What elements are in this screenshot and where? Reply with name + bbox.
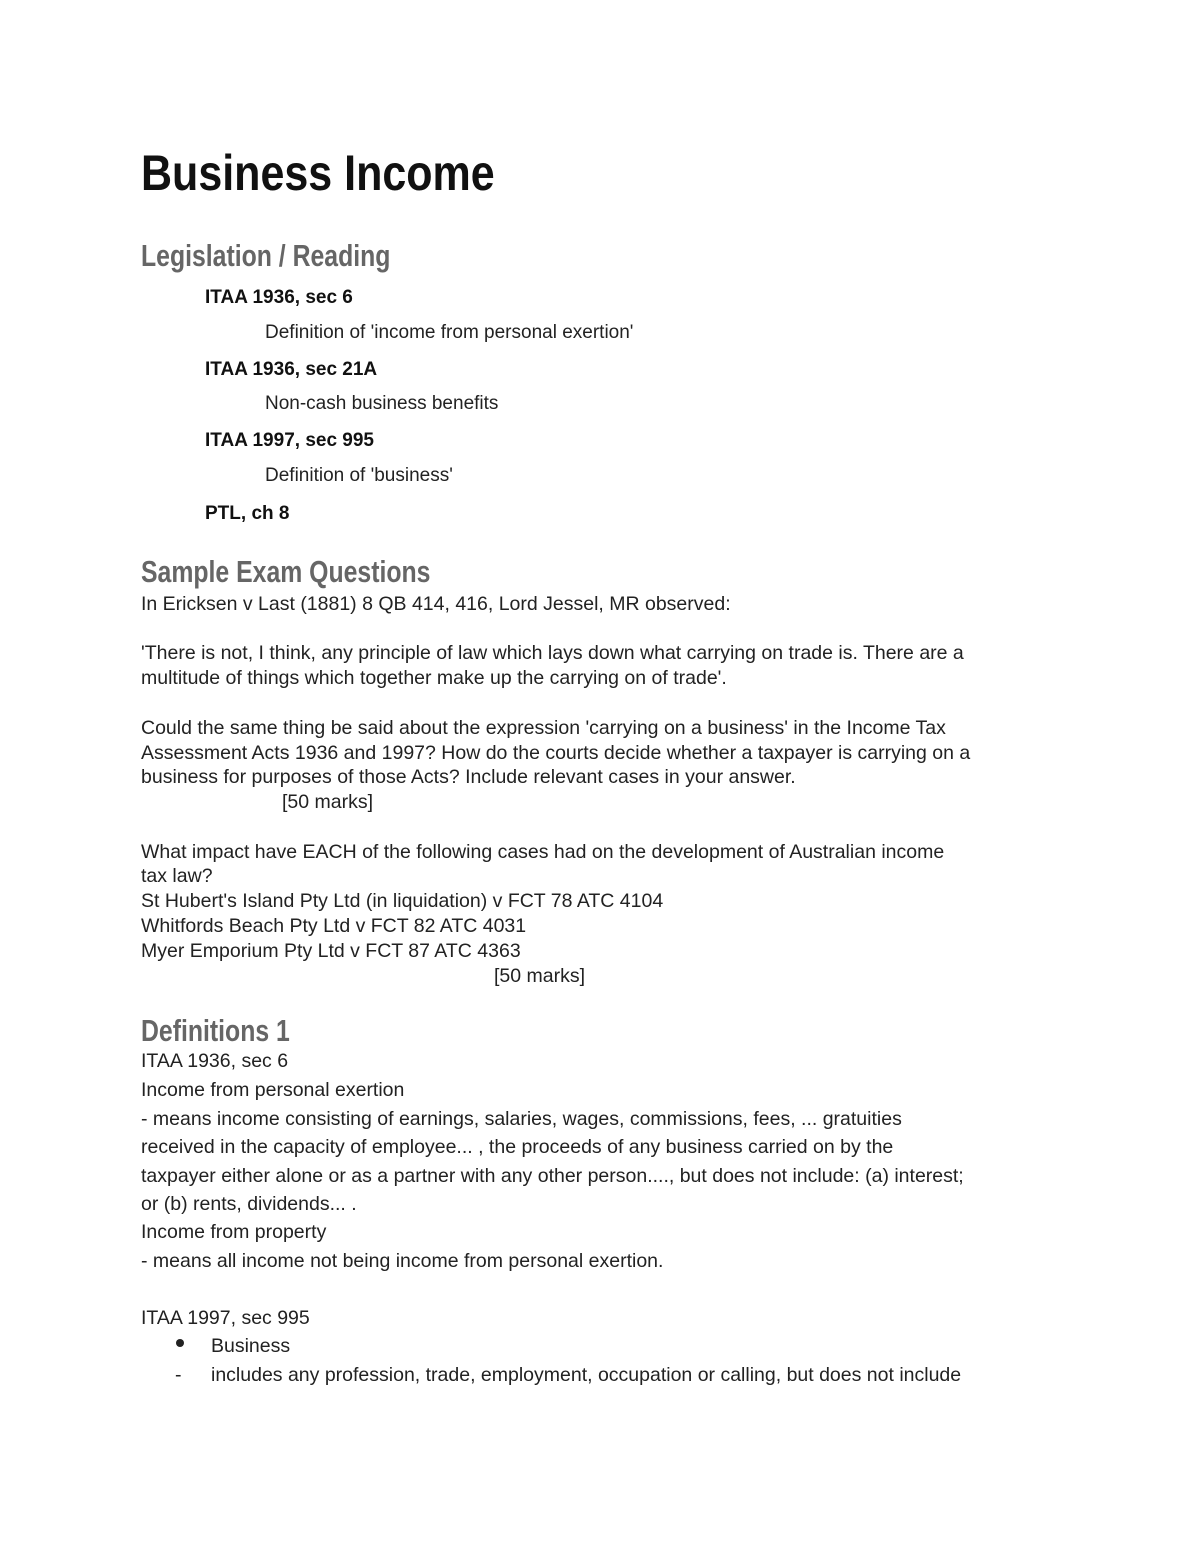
definition-1-line-1: - means income consisting of earnings, salaries, wages, commissions, fees, ... gratuities	[141, 1108, 902, 1130]
dash-icon: -	[175, 1364, 182, 1386]
bullet-term: Business	[211, 1335, 291, 1357]
legislation-desc-2: Non-cash business benefits	[265, 393, 499, 414]
definition-ref-2: ITAA 1997, sec 995	[141, 1307, 310, 1329]
legislation-desc-3: Definition of 'business'	[265, 465, 453, 486]
legislation-ref-1: ITAA 1936, sec 6	[205, 287, 353, 308]
bullet-definition: includes any profession, trade, employment, occupation or calling, but does not include	[211, 1364, 962, 1386]
case-3: Myer Emporium Pty Ltd v FCT 87 ATC 4363	[141, 940, 521, 962]
definition-1-line-4: or (b) rents, dividends... .	[141, 1193, 357, 1215]
question-1-line-3: business for purposes of those Acts? Include relevant cases in your answer.	[141, 766, 796, 788]
quote-line-2: multitude of things which together make up the carrying on of trade'.	[141, 667, 727, 689]
page-title: Business Income	[141, 145, 495, 201]
quote-line-1: 'There is not, I think, any principle of law which lays down what carrying on trade is. There are a	[141, 642, 964, 664]
legislation-ref-3: ITAA 1997, sec 995	[205, 430, 374, 451]
legislation-heading: Legislation / Reading	[141, 238, 391, 273]
legislation-ref-2: ITAA 1936, sec 21A	[205, 359, 378, 380]
definition-term-2: Income from property	[141, 1221, 327, 1243]
case-2: Whitfords Beach Pty Ltd v FCT 82 ATC 4031	[141, 915, 527, 937]
definition-1-line-3: taxpayer either alone or as a partner with any other person...., but does not include: (a) interest;	[141, 1165, 964, 1187]
sample-questions-heading: Sample Exam Questions	[141, 554, 431, 589]
definition-2: - means all income not being income from personal exertion.	[141, 1250, 664, 1272]
question-1-marks: [50 marks]	[282, 791, 374, 813]
question-2-marks: [50 marks]	[494, 965, 586, 987]
case-1: St Hubert's Island Pty Ltd (in liquidation) v FCT 78 ATC 4104	[141, 890, 664, 912]
definition-term-1: Income from personal exertion	[141, 1079, 405, 1101]
legislation-desc-1: Definition of 'income from personal exertion'	[265, 322, 634, 343]
bullet-icon	[176, 1339, 184, 1347]
definitions-heading: Definitions 1	[141, 1013, 290, 1048]
question-1-line-1: Could the same thing be said about the expression 'carrying on a business' in the Income Tax	[141, 717, 946, 739]
legislation-ref-4: PTL, ch 8	[205, 503, 290, 524]
question-2-line-1: What impact have EACH of the following cases had on the development of Australian income	[141, 841, 945, 863]
question-2-line-2: tax law?	[141, 865, 213, 887]
sample-intro: In Ericksen v Last (1881) 8 QB 414, 416, Lord Jessel, MR observed:	[141, 593, 731, 615]
question-1-line-2: Assessment Acts 1936 and 1997? How do the courts decide whether a taxpayer is carrying on a	[141, 742, 971, 764]
definition-ref-1: ITAA 1936, sec 6	[141, 1050, 289, 1072]
definition-1-line-2: received in the capacity of employee... , the proceeds of any business carried on by the	[141, 1136, 894, 1158]
